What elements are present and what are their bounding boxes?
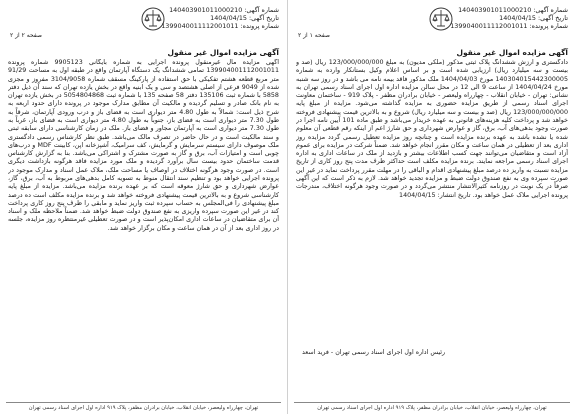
page-number: صفحه ۱ از ۲ [298, 32, 330, 39]
announcement-number-row: شماره آگهی:140403901011000210 [458, 6, 568, 14]
page-header [294, 4, 570, 48]
announcement-title: آگهی مزایده اموال غیر منقول [456, 48, 568, 57]
announcement-number-row: شماره آگهی:140403901011000210 [169, 6, 279, 14]
announcement-date-row: تاریخ آگهی:1404/04/15 [210, 14, 279, 22]
announcement-body: دادگستری و ارزش ششدانگ پلاک ثبتی مذکور (ملکی مدیون) به مبلغ 123/000/000/000 ریال (صد و بیست و سه میلیارد ریال) ارزیابی شده است و بر اساس اعلام وکیل بستانکار وارده به شماره 140304015442300005 مورخ 1404/04/03 ملک مذکور فاقد بیمه نامه می باشد و در روز سه شنبه مورخ 1404/04/24 از ساعت 9 الی 12 در محل سالن مزایده اداره اول اجرای اسناد رسمی تهران به نشانی: تهران - خیابان انقلاب - چهارراه ولیعصر - خیابان برادران مظفر - پلاک 919 - ساختمان معاونت اجرای اسناد رسمی از طریق مزایده حضوری به مزایده گذاشته می‌شود. مزایده از مبلغ پایه 123/000/000/000 ریال (صد و بیست و سه میلیارد ریال) شروع و به بالاترین قیمت پیشنهادی فروخته خواهد شد و پرداخت کلیه هزینه‌های قانونی به عهده خریدار می‌باشد و طبق ماده 101 آیین نامه اجرا در صورت وجود بدهی‌های آب، برق، گاز و عوارض شهرداری و حق شارژ اعم از اینکه رقم قطعی آن معلوم شده یا نشده باشد به عهده برنده مزایده است و چنانچه روز مزایده تعطیل رسمی گردد مزایده روز اداری بعد از تعطیلی در همان ساعت و مکان مقرر انجام خواهد شد. ضمناً شرکت در مزایده برای عموم آزاد است و متقاضیان می‌توانند جهت کسب اطلاعات بیشتر و بازدید از ملک در ساعات اداری به اداره اجرای اسناد رسمی مراجعه نمایند. برنده مزایده مکلف است حداکثر ظرف مدت پنج روز کاری از تاریخ مزایده نسبت به واریز ده درصد مبلغ پیشنهادی اقدام و الباقی را در مهلت مقرر پرداخت نماید در غیر این صورت سپرده وی به نفع صندوق دولت ضبط و مزایده تجدید خواهد شد. لازم به ذکر است که این آگهی صرفاً در یک نوبت در روزنامه کثیرالانتشار منتشر می‌گردد و در صورت وجود هرگونه اختلاف، مندرجات پرونده اجرایی ملاک عمل خواهد بود. تاریخ انتشار: 1404/04/15 [296, 59, 568, 199]
announcement-date-row: تاریخ آگهی:1404/04/15 [499, 14, 568, 22]
page-one [288, 0, 576, 414]
signature-block [302, 349, 562, 357]
page-header [6, 4, 281, 48]
page-footer: تهران، چهارراه ولیعصر، خیابان انقلاب، خیابان برادران مظفر، پلاک ۹۱۹ اداره اول اجرای اسناد رسمی تهران [6, 402, 281, 411]
case-number-row: شماره پرونده:1399040011112001011 [450, 22, 568, 30]
announcement-body: آگهی مزایده مال غیرمنقول پرونده اجرایی به شماره بایگانی 9905123 شماره پرونده 139904001112001011 تمامی ششدانگ یک دستگاه آپارتمان واقع در طبقه اول به مساحت 91/29 متر مربع قطعه هشتم تفکیکی با حق استفاده از پارکینگ مسقف شماره 3104/9058 مفروز و مجزی شده از 9049 فرعی از اصلی هشتصد و سی و یک ابنیه واقع در بخش یازده تهران که سند آن ذیل دفتر 5858 با شماره ثبت 135106 دفتر 58 صفحه 135 با شماره ثبت 5054804868 در بخش یازده تهران به نام بانک صادر و تسلیم گردیده و مالکیت آن مطابق مدارک موجود در پرونده دارای حدود اربعه به شرح ذیل است: شمالاً به طول 4.80 متر دیواری است به فضای باز و درب ورودی آپارتمان، شرقاً به طول 7.30 متر دیواری است به فضای باز، جنوباً به طول 4.80 متر دیواری است به فضای باز، غرباً به طول 7.30 متر دیواری است به آپارتمان مجاور و فضای باز. ملک در زمان کارشناسی دارای سابقه ثبتی و سند مالکیت است و در حال حاضر در تصرف مالک می‌باشد. طبق نظر کارشناس رسمی دادگستری ملک موصوف دارای سیستم سرمایش و گرمایش، کف سرامیک، آشپزخانه اپن، کابینت MDF و درب‌های چوبی است و امتیازات آب، برق و گاز به صورت مشترک و اشتراکی می‌باشد. بنا به گزارش کارشناس قدمت ساختمان حدود بیست سال برآورد گردیده و ملک مورد مزایده فاقد هرگونه بازداشت دیگری است. در صورت وجود هرگونه اختلاف در اوصاف یا مساحت ملک، ملاک عمل اسناد و مدارک موجود در پرونده اجرایی خواهد بود و تنظیم سند انتقال منوط به تسویه کامل بدهی‌های مربوط به آب، برق، گاز، عوارض شهرداری و حق شارژ معوقه است که بر عهده برنده مزایده می‌باشد. مزایده از مبلغ پایه کارشناسی شروع و به بالاترین قیمت پیشنهادی فروخته خواهد شد و برنده مزایده مکلف است ده درصد مبلغ پیشنهادی را فی‌المجلس به حساب سپرده ثبت واریز نماید و مابقی را ظرف پنج روز کاری پرداخت کند در غیر این صورت سپرده واریزی به نفع صندوق دولت ضبط خواهد شد. ضمناً ملاحظه ملک و اسناد آن برای متقاضیان در ساعات اداری امکان‌پذیر است و در صورت تعطیلی غیرمنتظره روز مزایده، جلسه در روز اداری بعد از آن در همان ساعت و مکان برگزار خواهد شد. [8, 59, 279, 232]
signature-line: رئیس اداره اول اجرای اسناد رسمی تهران - فرید اسعد [302, 349, 446, 356]
page-footer: تهران، چهارراه ولیعصر، خیابان انقلاب، خیابان برادران مظفر، پلاک ۹۱۹ اداره اول اجرای اسناد رسمی تهران [294, 402, 570, 411]
case-number-row: شماره پرونده:1399040011112001011 [161, 22, 279, 30]
announcement-title: آگهی مزایده اموال غیر منقول [167, 48, 279, 57]
page-number: صفحه ۲ از ۲ [10, 32, 42, 39]
announcement-meta [450, 6, 568, 30]
announcement-meta [161, 6, 279, 30]
